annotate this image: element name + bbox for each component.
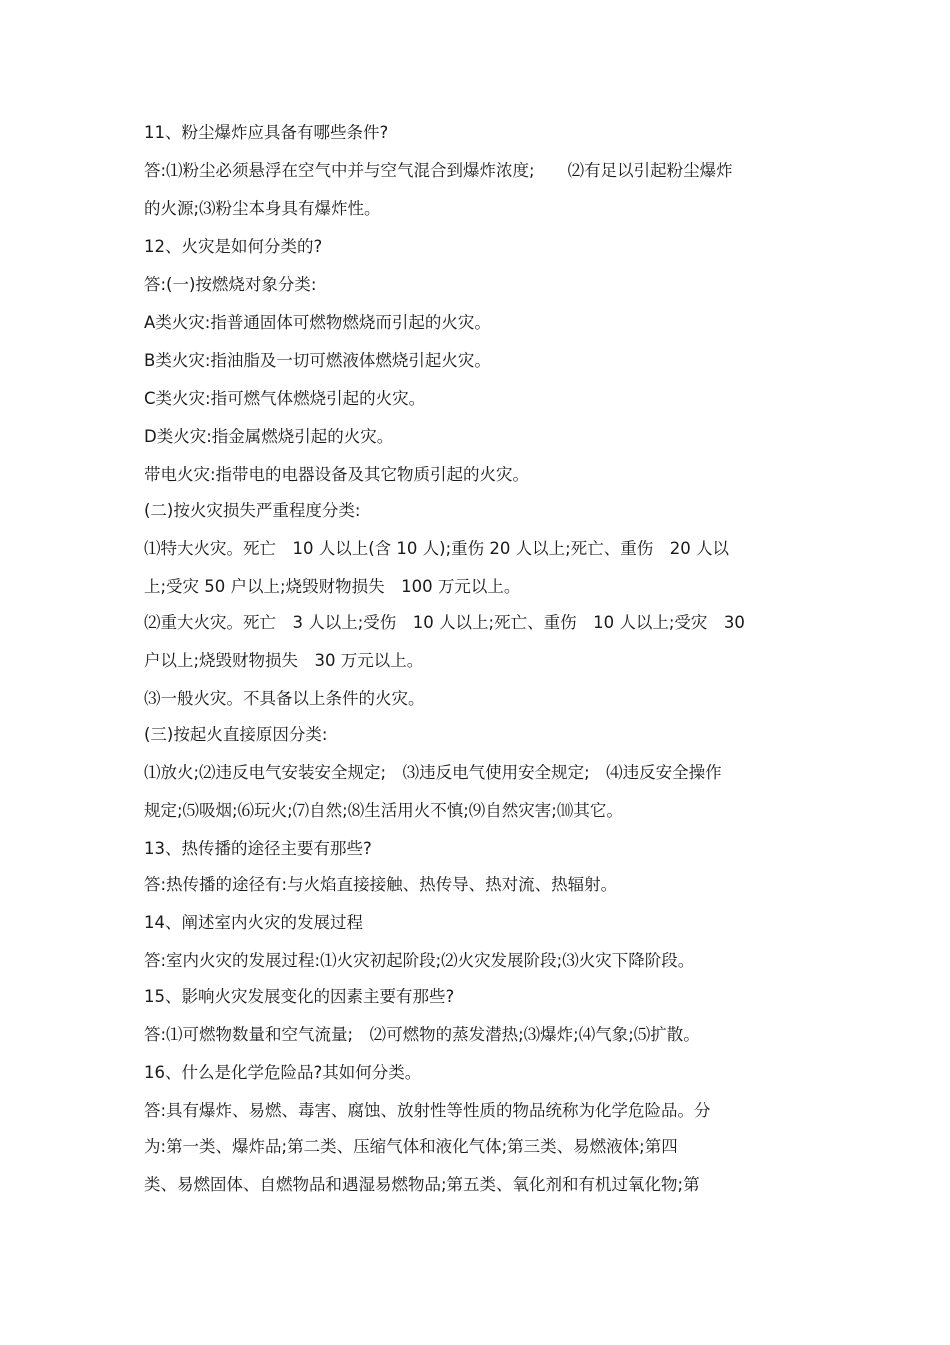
answer-16-line-2: 为:第一类、爆炸品;第二类、压缩气体和液化气体;第三类、易燃液体;第四 <box>144 1137 678 1156</box>
fire-class-d: D类火灾:指金属燃烧引起的火灾。 <box>144 427 394 446</box>
answer-16-line-3: 类、易燃固体、自燃物品和遇湿易燃物品;第五类、氧化剂和有机过氧化物;第 <box>144 1175 700 1194</box>
answer-13: 答:热传播的途径有:与火焰直接接触、热传导、热对流、热辐射。 <box>144 875 618 894</box>
question-13: 13、热传播的途径主要有那些? <box>144 839 372 858</box>
answer-11-line-1: 答:⑴粉尘必须悬浮在空气中并与空气混合到爆炸浓度; ⑵有足以引起粉尘爆炸 <box>144 161 733 180</box>
fire-class-c: C类火灾:指可燃气体燃烧引起的火灾。 <box>144 389 426 408</box>
answer-14: 答:室内火灾的发展过程:⑴火灾初起阶段;⑵火灾发展阶段;⑶火灾下降阶段。 <box>144 951 695 970</box>
question-16: 16、什么是化学危险品?其如何分类。 <box>144 1063 422 1082</box>
answer-15: 答:⑴可燃物数量和空气流量; ⑵可燃物的蒸发潜热;⑶爆炸;⑷气象;⑸扩散。 <box>144 1025 700 1044</box>
cause-list-line-2: 规定;⑸吸烟;⑹玩火;⑺自然;⑻生活用火不慎;⑼自然灾害;⑽其它。 <box>144 801 623 820</box>
severity-3: ⑶一般火灾。不具备以上条件的火灾。 <box>144 689 425 708</box>
cause-list-line-1: ⑴放火;⑵违反电气安装安全规定; ⑶违反电气使用安全规定; ⑷违反安全操作 <box>144 763 722 782</box>
answer-12-heading-3: (三)按起火直接原因分类: <box>144 725 328 744</box>
fire-class-a: A类火灾:指普通固体可燃物燃烧而引起的火灾。 <box>144 313 491 332</box>
severity-2-line-1: ⑵重大火灾。死亡 3 人以上;受伤 10 人以上;死亡、重伤 10 人以上;受灾 30 <box>144 613 745 632</box>
question-12: 12、火灾是如何分类的? <box>144 237 323 256</box>
question-11: 11、粉尘爆炸应具备有哪些条件? <box>144 123 389 142</box>
answer-11-line-2: 的火源;⑶粉尘本身具有爆炸性。 <box>144 199 381 218</box>
question-14: 14、阐述室内火灾的发展过程 <box>144 913 363 932</box>
answer-12-heading-2: (二)按火灾损失严重程度分类: <box>144 501 361 520</box>
answer-12-heading-1: 答:(一)按燃烧对象分类: <box>144 275 317 294</box>
severity-1-line-2: 上;受灾 50 户以上;烧毁财物损失 100 万元以上。 <box>144 577 521 596</box>
fire-class-b: B类火灾:指油脂及一切可燃液体燃烧引起火灾。 <box>144 351 491 370</box>
severity-1-line-1: ⑴特大火灾。死亡 10 人以上(含 10 人);重伤 20 人以上;死亡、重伤 20 人以 <box>144 539 729 558</box>
question-15: 15、影响火灾发展变化的因素主要有那些? <box>144 987 455 1006</box>
severity-2-line-2: 户以上;烧毁财物损失 30 万元以上。 <box>144 651 424 670</box>
answer-16-line-1: 答:具有爆炸、易燃、毒害、腐蚀、放射性等性质的物品统称为化学危险品。分 <box>144 1101 711 1120</box>
fire-class-electrical: 带电火灾:指带电的电器设备及其它物质引起的火灾。 <box>144 465 530 484</box>
